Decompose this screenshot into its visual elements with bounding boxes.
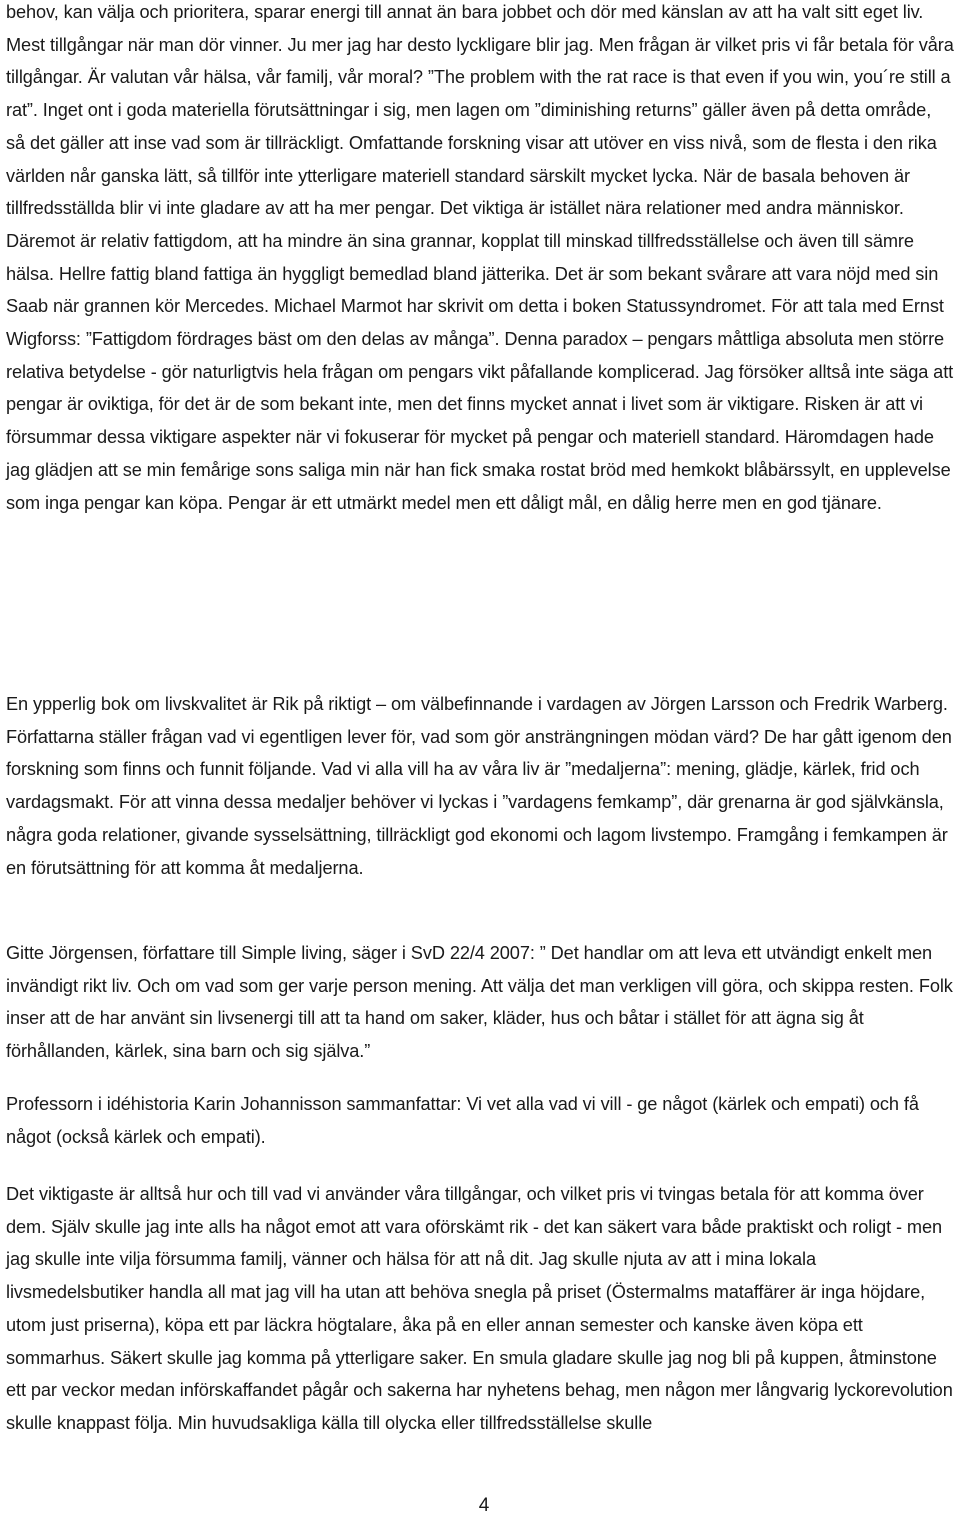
paragraph-simple-living-quote: Gitte Jörgensen, författare till Simple living, säger i SvD 22/4 2007: ” Det handlar om att leva ett utvändigt enkelt men invändigt rikt liv. Och om vad som ger varje person mening. Att välja det man verkligen vill göra, och skippa resten. Folk inser att de har använt sin livsenergi till att ta hand om saker, kläder, hus och båtar i stället för att ägna sig åt förhållanden, kärlek, sina barn och sig själva.” [6, 943, 953, 1062]
paragraph-johannisson-summary: Professorn i idéhistoria Karin Johannisson sammanfattar: Vi vet alla vad vi vill - ge något (kärlek och empati) och få något (också kärlek och empati). [6, 1094, 919, 1147]
paragraph-rik-pa-riktigt: En ypperlig bok om livskvalitet är Rik på riktigt – om välbefinnande i vardagen av Jörgen Larsson och Fredrik Warberg. Författarna ställer frågan vad vi egentligen lever för, vad som gör ansträngningen mödan värd? De har gått igenom den forskning som finns och funnit följande. Vad vi alla vill ha av våra liv är ”medaljerna”: mening, glädje, kärlek, frid och vardagsmakt. För att vinna dessa medaljer behöver vi lyckas i ”vardagens femkamp”, där grenarna är god självkänsla, några goda relationer, givande sysselsättning, tillräckligt god ekonomi och lagom livstempo. Framgång i femkampen är en förutsättning för att komma åt medaljerna. [6, 694, 952, 878]
paragraph-money-and-happiness: behov, kan välja och prioritera, sparar energi till annat än bara jobbet och dör med känslan av att ha valt sitt eget liv. Mest tillgångar när man dör vinner. Ju mer jag har desto lyckligare blir jag. Men frågan är vilket pris vi får betala för våra tillgångar. Är valutan vår hälsa, vår familj, vår moral? ”The problem with the rat race is that even if you win, you´re still a rat”. Inget ont i goda materiella förutsättningar i sig, men lagen om ”diminishing returns” gäller även på detta område, så det gäller att inse vad som är tillräckligt. Omfattande forskning visar att utöver en viss nivå, som de flesta i den rika världen når ganska lätt, så tillför inte ytterligare materiell standard särskilt mycket lycka. När de basala behoven är tillfredsställda blir vi inte gladare av att ha mer pengar. Det viktiga är istället nära relationer med andra människor. Däremot är relativ fattigdom, att ha mindre än sina grannar, kopplat till minskad tillfredsställelse och även till sämre hälsa. Hellre fattig bland fattiga än hyggligt bemedlad bland jätterika. Det är som bekant svårare att vara nöjd med sin Saab när grannen kör Mercedes. Michael Marmot har skrivit om detta i boken Statussyndromet. För att tala med Ernst Wigforss: ”Fattigdom fördrages bäst om den delas av många”. Denna paradox – pengars måttliga absoluta men större relativa betydelse - gör naturligtvis hela frågan om pengars vikt påfallande komplicerad. Jag försöker alltså inte säga att pengar är oviktiga, för det är de som bekant inte, men det finns mycket annat i livet som är viktigare. Risken är att vi försummar dessa viktigare aspekter när vi fokuserar för mycket på pengar och materiell standard. Häromdagen hade jag glädjen att se min femårige sons saliga min när han fick smaka rostat bröd med hemkokt blåbärssylt, en upplevelse som inga pengar kan köpa. Pengar är ett utmärkt medel men ett dåligt mål, en dålig herre men en god tjänare. [6, 2, 954, 513]
page-number: 4 [478, 1495, 490, 1516]
paragraph-use-of-assets: Det viktigaste är alltså hur och till vad vi använder våra tillgångar, och vilket pris vi tvingas betala för att komma över dem. Själv skulle jag inte alls ha något emot att vara oförskämt rik - det kan säkert vara både praktiskt och roligt - men jag skulle inte vilja försumma familj, vänner och hälsa för att nå dit. Jag skulle njuta av att i mina lokala livsmedelsbutiker handla all mat jag vill ha utan att behöva snegla på priset (Östermalms mataffärer är inga höjdare, utom just priserna), köpa ett par läckra högtalare, åka på en eller annan semester och kanske även köpa ett sommarhus. Säkert skulle jag komma på ytterligare saker. En smula gladare skulle jag nog bli på kuppen, åtminstone ett par veckor medan införskaffandet pågår och sakerna har nyhetens behag, men någon mer långvarig lyckorevolution skulle knappast följa. Min huvudsakliga källa till olycka eller tillfredsställelse skulle [6, 1184, 953, 1433]
